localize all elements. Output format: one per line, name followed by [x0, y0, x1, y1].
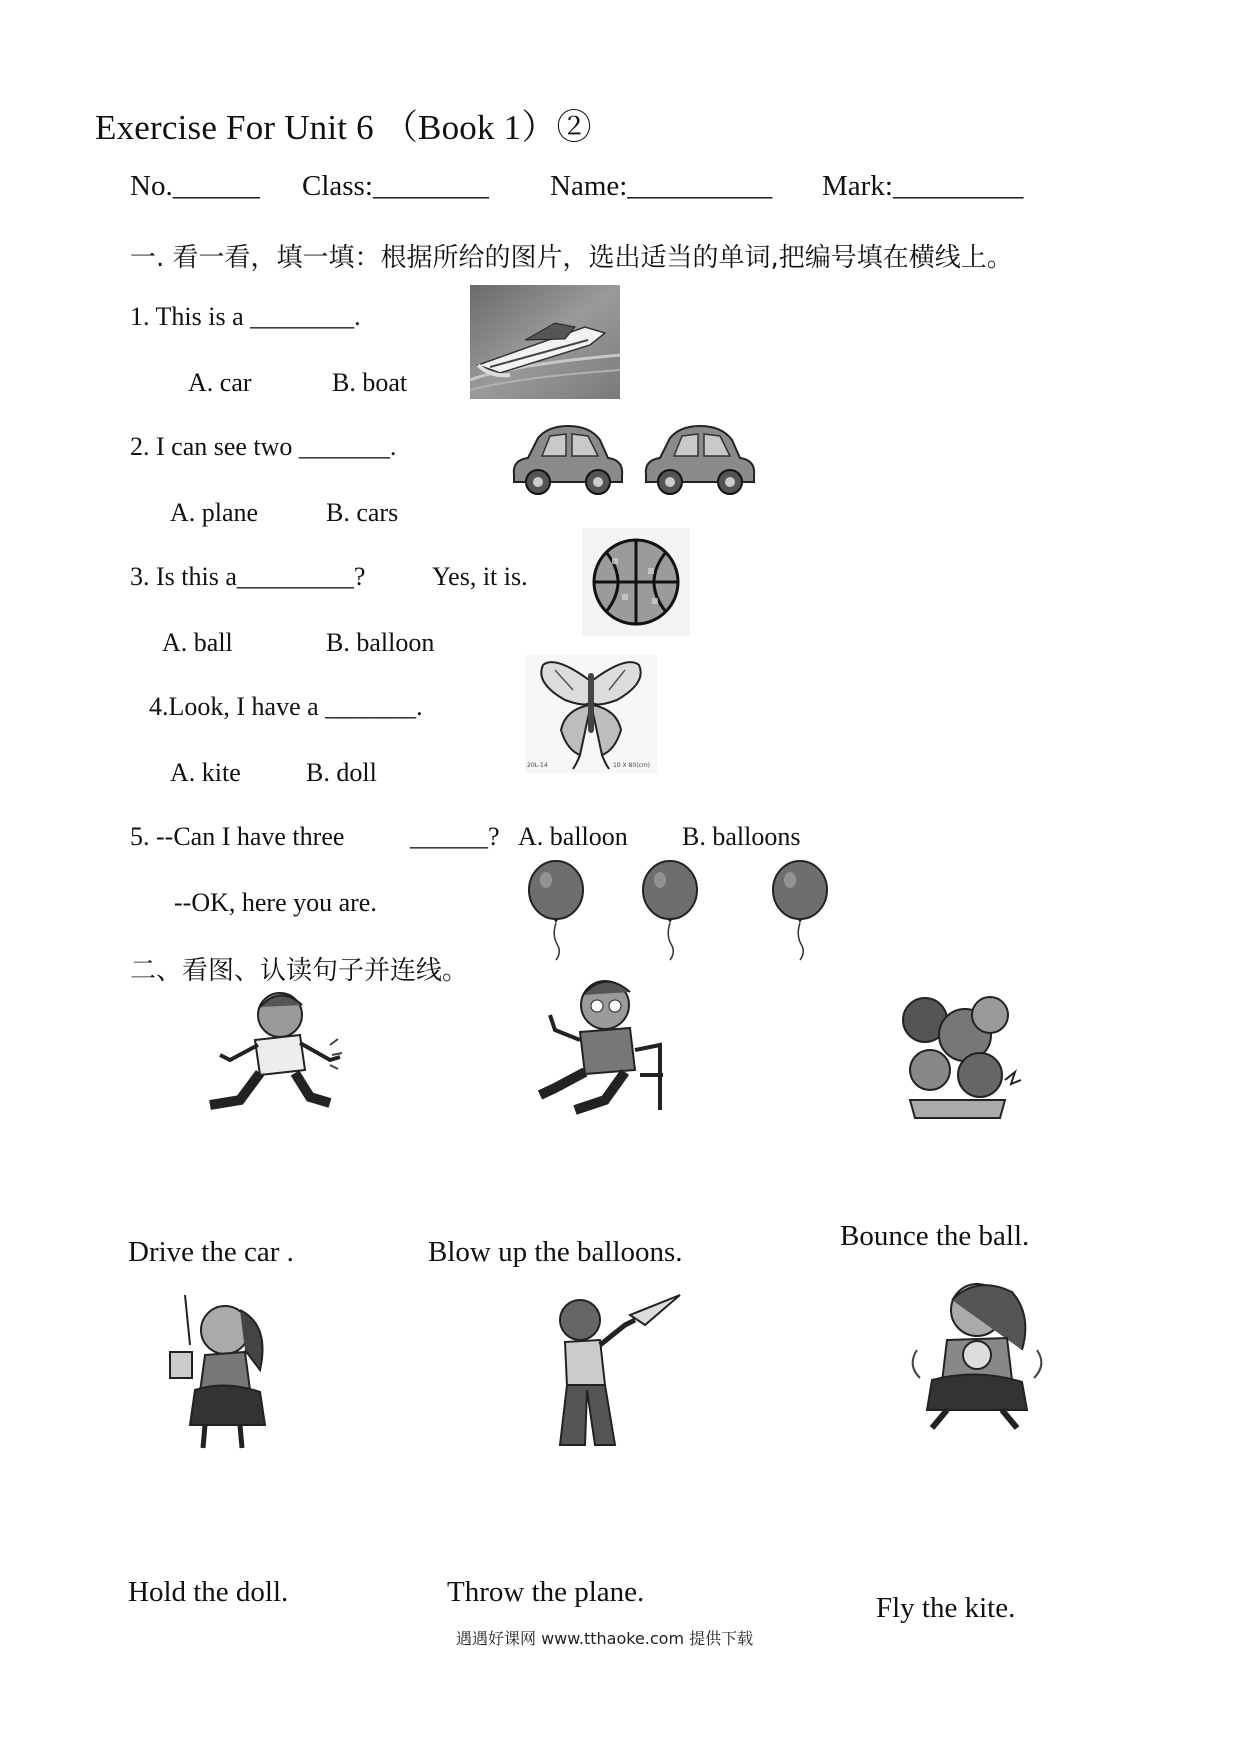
match-label-throw-plane: Throw the plane. — [447, 1576, 645, 1608]
q2-option-b: B. cars — [326, 498, 399, 527]
car-icon — [640, 420, 758, 500]
q3-option-b: B. balloon — [326, 628, 435, 657]
balloon-icon — [640, 860, 700, 960]
butterfly-kite-icon — [525, 655, 657, 773]
match-label-hold-doll: Hold the doll. — [128, 1576, 289, 1608]
match-label-bounce-ball: Bounce the ball. — [840, 1220, 1030, 1252]
footer-text: 遇遇好课网 www.tthaoke.com 提供下载 — [456, 1629, 754, 1648]
class-field: Class:________ — [302, 170, 489, 202]
girl-holding-doll-illustration — [892, 1270, 1052, 1430]
children-blowing-balloons-illustration — [890, 980, 1025, 1120]
car-icon — [508, 420, 626, 500]
girl-flying-kite-illustration — [145, 1290, 285, 1450]
q5-option-a: A. balloon — [518, 822, 628, 851]
kite-caption-left: 20L-14 — [527, 762, 548, 769]
page-title: Exercise For Unit 6 （Book 1）② — [95, 108, 592, 147]
boy-throwing-plane-illustration — [535, 1290, 685, 1450]
q5-blank: ______? — [410, 822, 500, 851]
question-5: 5. --Can I have three — [130, 822, 345, 851]
q4-option-b: B. doll — [306, 758, 377, 787]
match-label-blow-balloons: Blow up the balloons. — [428, 1236, 683, 1268]
question-3: 3. Is this a_________? — [130, 562, 366, 591]
section1-instruction: 一. 看一看，填一填：根据所给的图片，选出适当的单词,把编号填在横线上。 — [130, 243, 1013, 273]
name-field: Name:__________ — [550, 170, 773, 202]
number-field: No.______ — [130, 170, 260, 202]
boy-driving-car-illustration — [535, 970, 675, 1120]
q2-option-a: A. plane — [170, 498, 259, 527]
q5-reply: --OK, here you are. — [174, 888, 377, 917]
q3-answer-text: Yes, it is. — [432, 562, 528, 591]
balloon-icon — [526, 860, 586, 960]
q5-option-b: B. balloons — [682, 822, 801, 851]
match-label-drive-car: Drive the car . — [128, 1236, 294, 1268]
question-2: 2. I can see two _______. — [130, 432, 397, 461]
question-1: 1. This is a ________. — [130, 302, 361, 331]
kite-caption-right: 10 X 80(cm) — [613, 762, 651, 769]
q4-option-a: A. kite — [170, 758, 241, 787]
boy-bouncing-ball-illustration — [180, 985, 350, 1120]
q3-option-a: A. ball — [162, 628, 233, 657]
basketball-icon — [582, 528, 690, 636]
mark-field: Mark:_________ — [822, 170, 1024, 202]
balloon-icon — [770, 860, 830, 960]
q1-option-b: B. boat — [332, 368, 408, 397]
section2-instruction: 二、看图、认读句子并连线。 — [130, 956, 469, 986]
boat-image — [470, 285, 620, 399]
match-label-fly-kite: Fly the kite. — [876, 1592, 1016, 1624]
q1-option-a: A. car — [188, 368, 252, 397]
question-4: 4.Look, I have a _______. — [149, 692, 423, 721]
